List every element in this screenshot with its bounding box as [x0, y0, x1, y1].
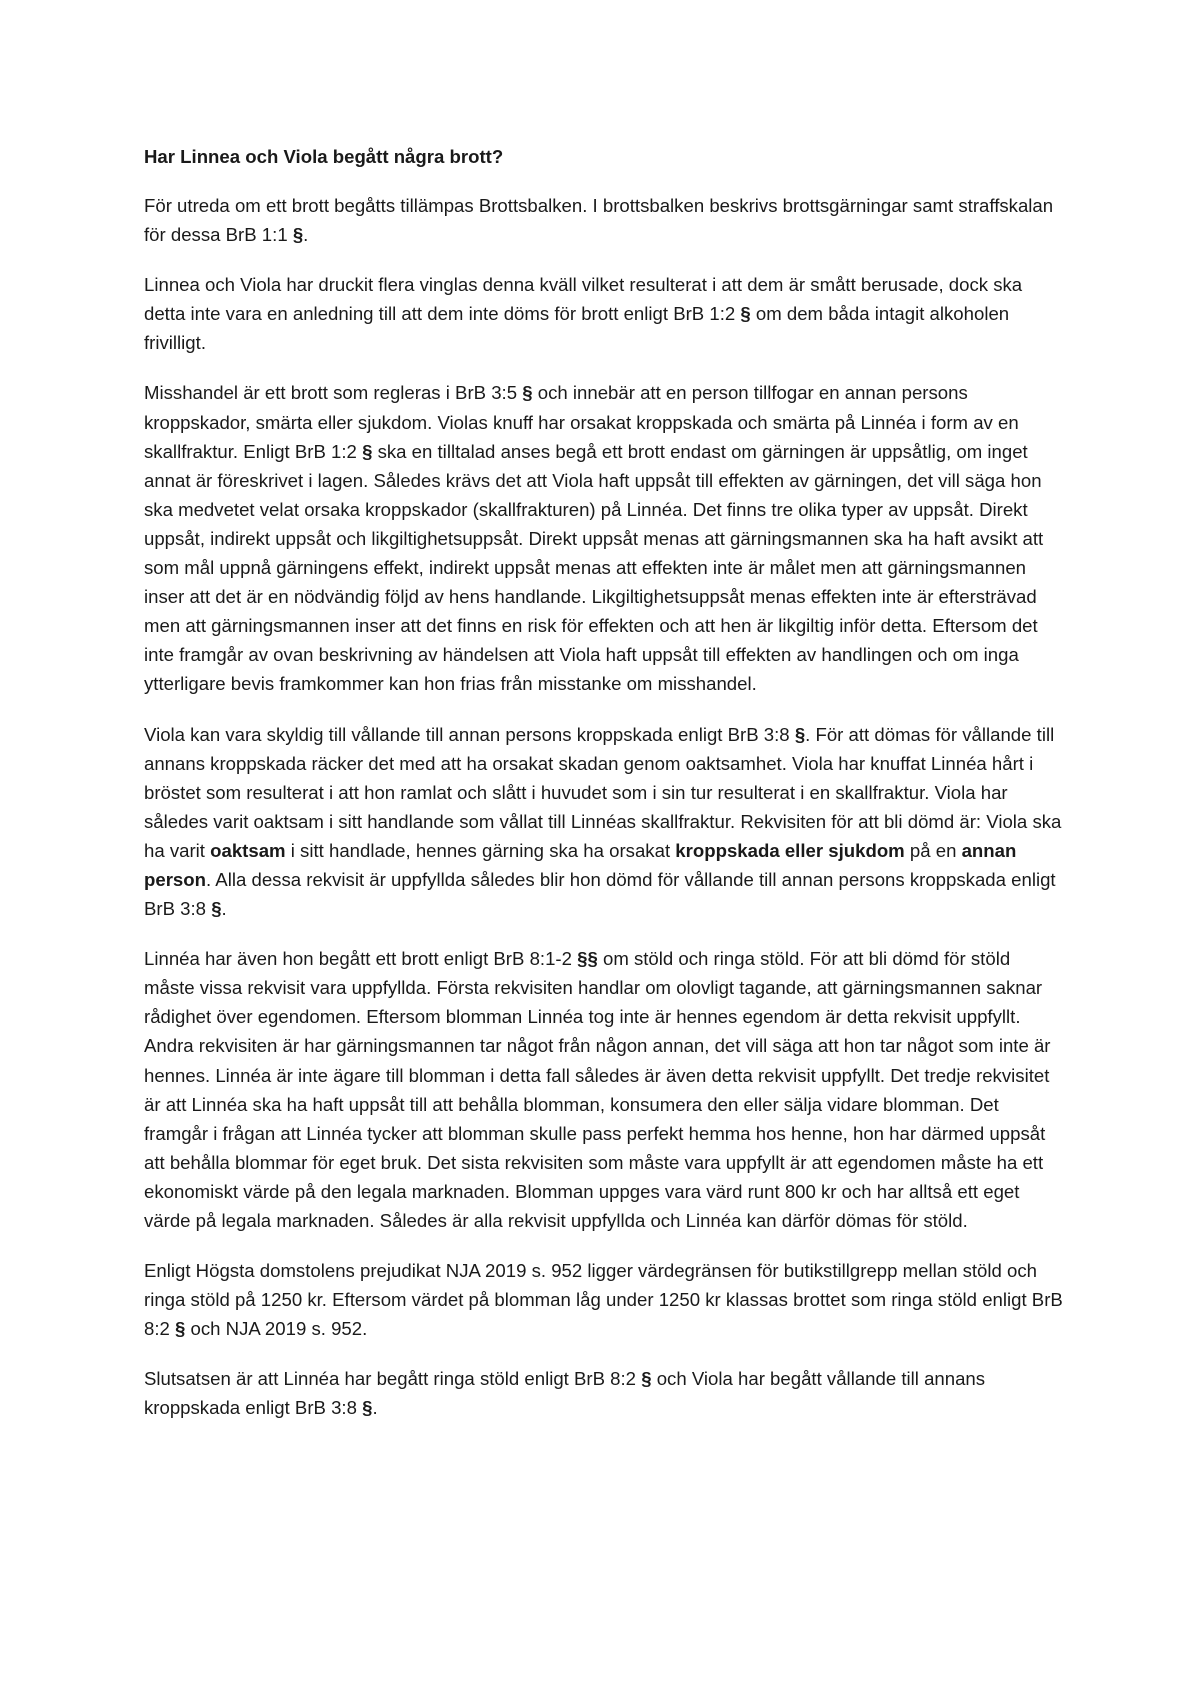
bold-text: kroppskada eller sjukdom	[675, 839, 905, 861]
text-run: om dem båda intagit alkoholen frivilligt.	[144, 303, 1010, 354]
bold-text: §	[794, 723, 806, 745]
paragraph	[144, 378, 1064, 698]
paragraph	[144, 191, 1064, 249]
document-body	[144, 191, 1064, 1423]
text-run: .	[372, 1397, 378, 1419]
bold-text: §	[175, 1318, 186, 1340]
text-run: på en	[904, 839, 962, 861]
paragraph	[144, 1364, 1064, 1422]
paragraph	[144, 720, 1064, 924]
text-run: och innebär att en person tillfogar en annan persons kroppskador, smärta eller sjukdom. Violas knuff har orsakat kroppskada och smärta på Linnéa i form av en skallfraktur. Enligt BrB 1:2	[144, 382, 1019, 462]
text-run: och NJA 2019 s. 952.	[185, 1318, 368, 1340]
bold-text: §	[292, 224, 304, 246]
bold-text: §	[211, 898, 222, 920]
text-run: .	[303, 224, 309, 246]
bold-text: §	[362, 440, 373, 462]
text-run: . Alla dessa rekvisit är uppfyllda således blir hon dömd för vållande till annan persons kroppskada enligt BrB 3:8	[144, 868, 1056, 920]
text-run: . För att dömas för vållande till annans kroppskada räcker det med att ha orsakat skadan genom oaktsamhet. Viola har knuffat Linnéa hårt i bröstet som resulterat i att hon ramlat och slått i huvudet som i sin tur resulterat i en skallfraktur. Viola har således varit oaktsam i sitt handlande som vållat till Linnéas skallfraktur. Rekvisiten för att bli dömd är: Viola ska ha varit	[144, 723, 1062, 861]
text-run: .	[221, 898, 227, 920]
text-run: Slutsatsen är att Linnéa har begått ringa stöld enligt BrB 8:2	[144, 1368, 642, 1390]
text-run: Linnéa har även hon begått ett brott enligt BrB 8:1-2	[144, 948, 578, 970]
bold-text: annan person	[144, 839, 1017, 890]
text-run: Enligt Högsta domstolens prejudikat NJA 2019 s. 952 ligger värdegränsen för butikstillgrepp mellan stöld och ringa stöld på 1250 kr. Eftersom värdet på blomman låg under 1250 kr klassas brottet som ringa stöld enligt BrB 8:2	[144, 1260, 1063, 1340]
text-run: om stöld och ringa stöld. För att bli dömd för stöld måste vissa rekvisit vara uppfyllda. Första rekvisiten handlar om olovligt tagande, att gärningsmannen saknar rådighet över egendomen. Eftersom blomman Linnéa tog inte är hennes egendom är detta rekvisit uppfyllt. Andra rekvisiten är har gärningsmannen tar något från någon annan, det vill säga att hon tar något som inte är hennes. Linnéa är inte ägare till blomman i detta fall således är även detta rekvisit uppfyllt. Det tredje rekvisitet är att Linnéa ska ha haft uppsåt till att behålla blomman, konsumera den eller sälja vidare blomman. Det framgår i frågan att Linnéa tycker att blomman skulle pass perfekt hemma hos henne, hon har därmed uppsåt att behålla blommar för eget bruk. Det sista rekvisiten som måste vara uppfyllt är att egendomen måste ha ett ekonomiskt värde på den legala marknaden. Blomman uppges vara värd runt 800 kr och har alltså ett eget värde på legala marknaden. Således är alla rekvisit uppfyllda och Linnéa kan därför dömas för stöld.	[144, 948, 1051, 1231]
bold-text: §	[522, 382, 533, 404]
bold-text: §	[740, 303, 751, 325]
document-title: Har Linnea och Viola begått några brott?	[144, 146, 504, 167]
text-run: För utreda om ett brott begåtts tillämpas Brottsbalken. I brottsbalken beskrivs brottsgärningar samt straffskalan för dessa BrB 1:1	[144, 195, 1054, 246]
text-run: Misshandel är ett brott som regleras i BrB 3:5	[144, 382, 523, 404]
text-run: Linnea och Viola har druckit flera vinglas denna kväll vilket resulterat i att dem är smått berusade, dock ska detta inte vara en anledning till att dem inte döms för brott enligt BrB 1:2	[144, 274, 1023, 325]
text-run: ska en tilltalad anses begå ett brott endast om gärningen är uppsåtlig, om inget annat är föreskrivet i lagen. Således krävs det att Viola haft uppsåt till effekten av gärningen, det vill säga hon ska medvetet velat orsaka kroppskador (skallfrakturen) på Linnéa. Det finns tre olika typer av uppsåt. Direkt uppsåt, indirekt uppsåt och likgiltighetsuppsåt. Direkt uppsåt menas att gärningsmannen ska ha haft avsikt att som mål uppnå gärningens effekt, indirekt uppsåt menas att effekten inte är målet men att gärningsmannen inser att det är en nödvändig följd av hens handlande. Likgiltighetsuppsåt menas effekten inte är eftersträvad men att gärningsmannen inser att det finns en risk för effekten och att hen är likgiltig inför detta. Eftersom det inte framgår av ovan beskrivning av händelsen att Viola haft uppsåt till effekten av handlingen och om inga ytterligare bevis framkommer kan hon frias från misstanke om misshandel.	[144, 440, 1044, 695]
text-run: Viola kan vara skyldig till vållande till annan persons kroppskada enligt BrB 3:8	[144, 723, 795, 745]
paragraph	[144, 1256, 1064, 1343]
bold-text: §§	[577, 948, 598, 970]
text-run: i sitt handlade, hennes gärning ska ha orsakat	[285, 839, 676, 861]
text-run: och Viola har begått vållande till annans kroppskada enligt BrB 3:8	[144, 1368, 986, 1419]
bold-text: oaktsam	[210, 839, 286, 861]
paragraph	[144, 944, 1064, 1235]
paragraph	[144, 270, 1064, 357]
bold-text: §	[362, 1397, 373, 1419]
document-page	[144, 142, 1064, 1423]
bold-text: §	[641, 1368, 652, 1390]
